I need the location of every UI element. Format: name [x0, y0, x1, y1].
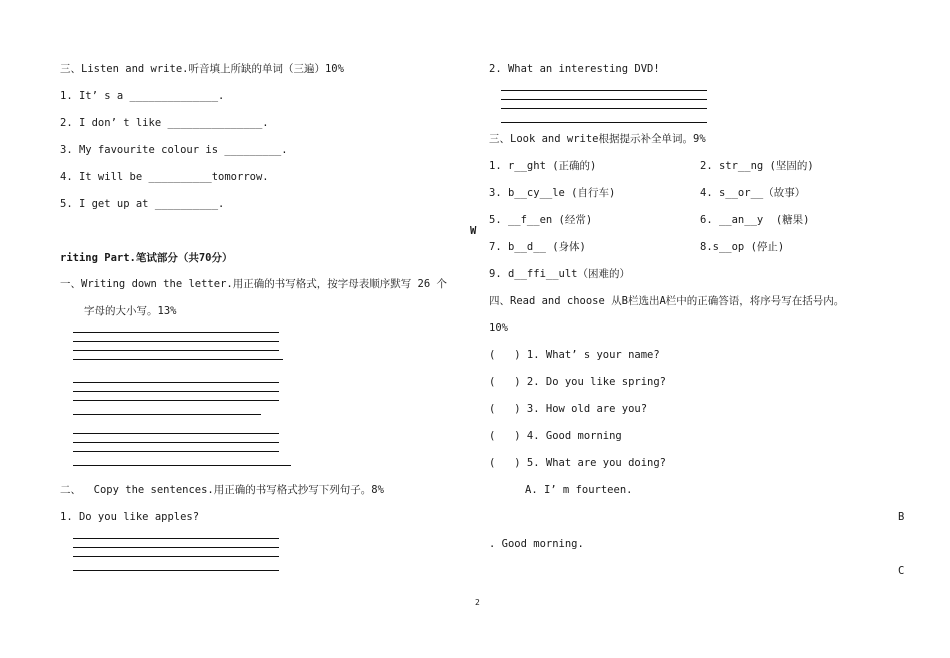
writing-line [73, 350, 279, 351]
writing-part-heading: riting Part.笔试部分（共70分） [60, 252, 233, 264]
section-letters-title: 一、Writing down the letter.用正确的书写格式，按字母表顺序默写 26 个 [60, 278, 448, 290]
writing-line [73, 400, 279, 401]
look-item-1: 1. r__ght (正确的) [489, 160, 597, 172]
listen-item-4: 4. It will be __________tomorrow. [60, 171, 269, 183]
look-item-9: 9. d__ffi__ult（困难的） [489, 268, 631, 280]
look-item-7: 7. b__d__ (身体) [489, 241, 586, 253]
writing-line [73, 442, 279, 443]
section-copy-title: 二、 Copy the sentences.用正确的书写格式抄写下列句子。8% [60, 484, 384, 496]
answer-a: A. I’ m fourteen. [525, 484, 633, 496]
choose-item-1: ( ) 1. What’ s your name? [489, 349, 660, 361]
answer-c-letter: C [898, 565, 905, 577]
writing-line [73, 570, 279, 571]
writing-line [73, 359, 283, 360]
writing-line [73, 414, 261, 415]
writing-line [73, 538, 279, 539]
writing-line [73, 382, 279, 383]
answer-b-text: . Good morning. [489, 538, 584, 550]
listen-item-3: 3. My favourite colour is _________. [60, 144, 288, 156]
writing-line [501, 90, 707, 91]
copy-question-2: 2. What an interesting DVD! [489, 63, 660, 75]
look-item-5: 5. __f__en (经常) [489, 214, 593, 226]
look-item-4: 4. s__or__（故事） [700, 187, 806, 199]
section-read-choose-title: 四、Read and choose 从B栏选出A栏中的正确答语，将序号写在括号内。 [489, 295, 845, 307]
writing-line [73, 547, 279, 548]
choose-item-3: ( ) 3. How old are you? [489, 403, 648, 415]
section-read-choose-title-cont: 10% [489, 322, 508, 334]
writing-line [501, 122, 707, 123]
writing-line [501, 108, 707, 109]
writing-line [73, 433, 279, 434]
look-item-6: 6. __an__y (糖果) [700, 214, 810, 226]
choose-item-5: ( ) 5. What are you doing? [489, 457, 667, 469]
listen-item-2: 2. I don’ t like _______________. [60, 117, 269, 129]
writing-line [73, 391, 279, 392]
answer-b-letter: B [898, 511, 905, 523]
writing-line [73, 451, 279, 452]
listen-item-5: 5. I get up at __________. [60, 198, 225, 210]
writing-line [73, 341, 279, 342]
writing-line [501, 99, 707, 100]
section-listen-title: 三、Listen and write.听音填上所缺的单词（三遍）10% [60, 63, 344, 75]
writing-line [73, 556, 279, 557]
choose-item-4: ( ) 4. Good morning [489, 430, 622, 442]
copy-question-1: 1. Do you like apples? [60, 511, 200, 523]
section-letters-title-cont: 字母的大小写。13% [84, 305, 177, 317]
writing-line [73, 465, 291, 466]
writing-part-w-letter: W [470, 225, 477, 237]
section-look-write-title: 三、Look and write根据提示补全单词。9% [489, 133, 706, 145]
writing-line [73, 332, 279, 333]
page-number: 2 [475, 598, 480, 607]
look-item-8: 8.s__op (停止) [700, 241, 785, 253]
choose-item-2: ( ) 2. Do you like spring? [489, 376, 667, 388]
listen-item-1: 1. It’ s a ______________. [60, 90, 225, 102]
look-item-3: 3. b__cy__le (自行车) [489, 187, 616, 199]
look-item-2: 2. str__ng (坚固的) [700, 160, 814, 172]
